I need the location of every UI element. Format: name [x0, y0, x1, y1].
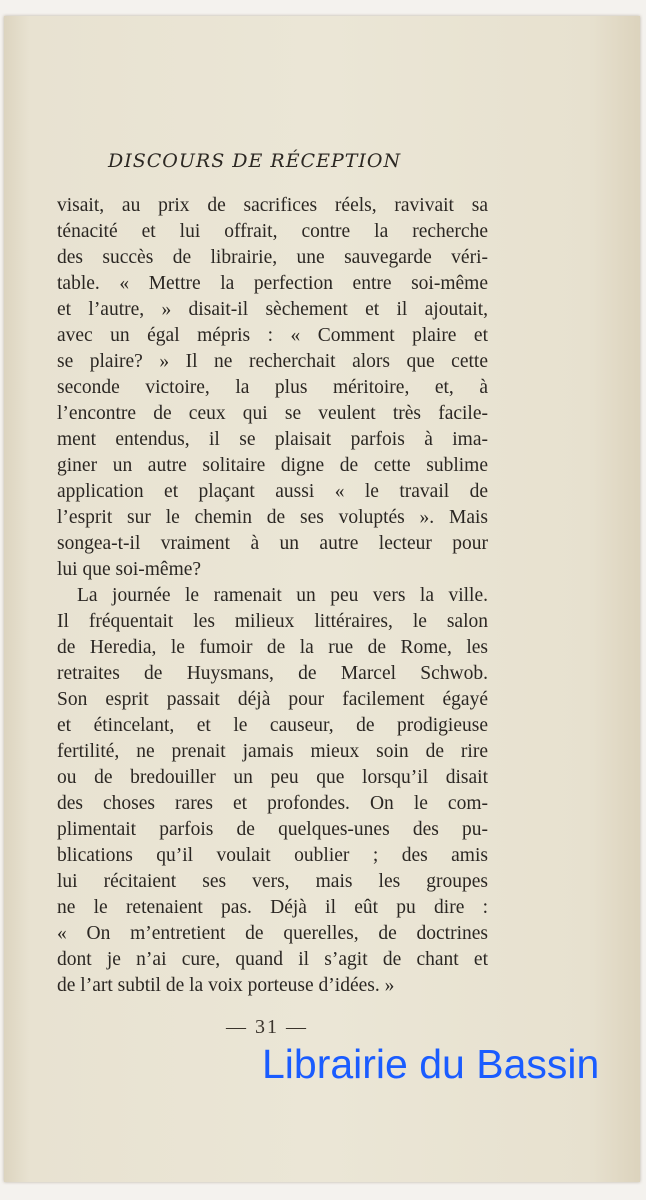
text-line: des choses rares et profondes. On le com-: [57, 793, 488, 814]
text-line: seconde victoire, la plus méritoire, et, à: [57, 377, 488, 398]
book-page: [4, 16, 640, 1182]
text-line: blications qu’il voulait oublier ; des amis: [57, 845, 488, 866]
text-line: application et plaçant aussi « le travail de: [57, 481, 488, 502]
text-line: table. « Mettre la perfection entre soi-même: [57, 273, 488, 294]
text-line: « On m’entretient de querelles, de doctrines: [57, 923, 488, 944]
text-line: l’encontre de ceux qui se veulent très facile-: [57, 403, 488, 424]
text-line: des succès de librairie, une sauvegarde véri-: [57, 247, 488, 268]
text-line: l’esprit sur le chemin de ses voluptés ». Mais: [57, 507, 488, 528]
text-line: retraites de Huysmans, de Marcel Schwob.: [57, 663, 488, 684]
text-line: giner un autre solitaire digne de cette sublime: [57, 455, 488, 476]
text-line: lui que soi-même?: [57, 559, 202, 580]
text-line: ne le retenaient pas. Déjà il eût pu dire :: [57, 897, 488, 918]
text-line: dont je n’ai cure, quand il s’agit de chant et: [57, 949, 488, 970]
text-line: ténacité et lui offrait, contre la recherche: [57, 221, 488, 242]
page-number: — 31 —: [226, 1016, 308, 1038]
text-line: de l’art subtil de la voix porteuse d’idées. »: [57, 975, 395, 996]
text-line: se plaire? » Il ne recherchait alors que cette: [57, 351, 488, 372]
text-line: La journée le ramenait un peu vers la ville.: [77, 585, 488, 606]
text-line: plimentait parfois de quelques-unes des pu-: [57, 819, 488, 840]
text-line: et étincelant, et le causeur, de prodigieuse: [57, 715, 488, 736]
running-header: DISCOURS DE RÉCEPTION: [108, 150, 402, 172]
text-line: et l’autre, » disait-il sèchement et il ajoutait,: [57, 299, 488, 320]
watermark: Librairie du Bassin: [262, 1041, 600, 1087]
body-text: [57, 193, 488, 999]
text-line: Il fréquentait les milieux littéraires, le salon: [57, 611, 488, 632]
text-line: visait, au prix de sacrifices réels, ravivait sa: [57, 195, 488, 216]
text-line: fertilité, ne prenait jamais mieux soin de rire: [57, 741, 488, 762]
text-line: ment entendus, il se plaisait parfois à ima-: [57, 429, 488, 450]
text-line: lui récitaient ses vers, mais les groupes: [57, 871, 488, 892]
text-line: ou de bredouiller un peu que lorsqu’il disait: [57, 767, 488, 788]
text-line: avec un égal mépris : « Comment plaire et: [57, 325, 488, 346]
text-line: Son esprit passait déjà pour facilement égayé: [57, 689, 488, 710]
text-line: songea-t-il vraiment à un autre lecteur pour: [57, 533, 488, 554]
text-line: de Heredia, le fumoir de la rue de Rome, les: [57, 637, 488, 658]
